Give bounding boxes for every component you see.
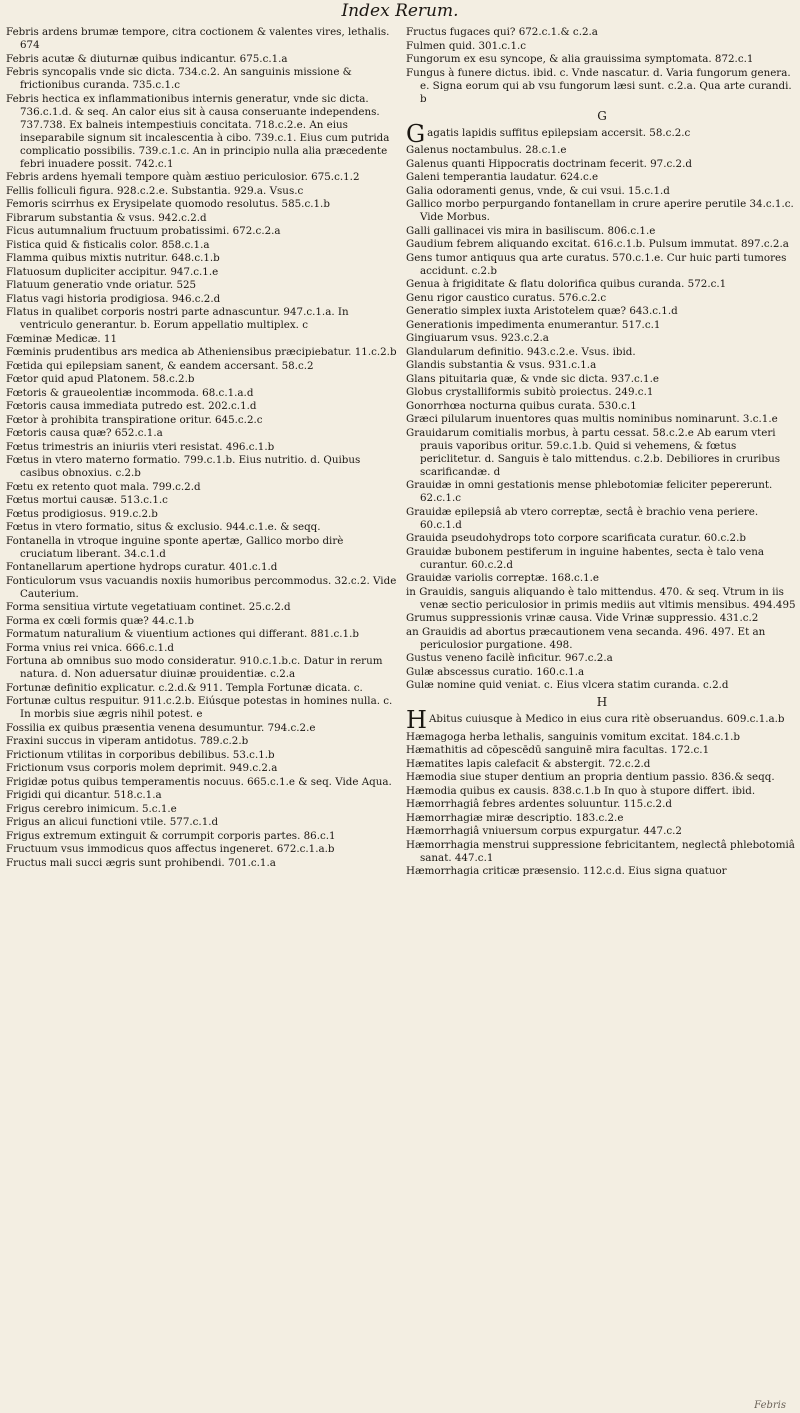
index-entry: Febris ardens brumæ tempore, citra coctionem & valentes vires, lethalis. 674 [6, 26, 390, 51]
index-entry: Flatuosum dupliciter accipitur. 947.c.1.e [6, 265, 219, 278]
index-entry: Fibrarum substantia & vsus. 942.c.2.d [6, 211, 207, 224]
index-entry: Hæmodia siue stuper dentium an propria dentium passio. 836.& seqq. [406, 771, 775, 783]
index-entry: Fœminis prudentibus ars medica ab Atheniensibus præcipiebatur. 11.c.2.b [6, 346, 397, 358]
index-entry: Galli gallinacei vis mira in basiliscum. 806.c.1.e [406, 224, 656, 237]
index-entry: Grauidæ bubonem pestiferum in inguine habentes, secta è talo vena curantur. 60.c.2.d [406, 545, 764, 571]
section-first-entry [406, 119, 798, 148]
index-entry: Galeni temperantia laudatur. 624.c.e [406, 171, 599, 183]
index-entry: Fœtu ex retento quot mala. 799.c.2.d [6, 480, 201, 493]
index-entry: Genua à frigiditate & flatu dolorifica quibus curanda. 572.c.1 [406, 278, 727, 290]
index-entry: an Grauidis ad abortus præcautionem vena secanda. 496. 497. Et an periculosior purgatione. 498. [406, 625, 766, 651]
right-column [406, 26, 798, 1411]
index-entry: Generatio simplex iuxta Aristotelem quæ? 643.c.1.d [406, 305, 678, 317]
section-heading-h: H [596, 695, 608, 709]
index-entry: Hæmodia quibus ex causis. 838.c.1.b In quo à stupore differt. ibid. [406, 784, 756, 797]
index-entry: Fructuum vsus immodicus quos affectus ingeneret. 672.c.1.a.b [6, 843, 335, 855]
index-entry: Fœminæ Medicæ. 11 [6, 332, 118, 345]
index-entry: Grumus suppressionis vrinæ causa. Vide Vrinæ suppressio. 431.c.2 [406, 612, 759, 624]
entry-list [406, 26, 798, 106]
index-entry: Grauidæ in omni gestationis mense phlebotomiæ feliciter pepererunt. 62.c.1.c [406, 479, 773, 504]
index-entry: Fulmen quid. 301.c.1.c [406, 39, 527, 52]
index-entry: Hæmagoga herba lethalis, sanguinis vomitum excitat. 184.c.1.b [406, 730, 740, 743]
index-entry: Gallico morbo perpurgando fontanellam in crure aperire perutile 34.c.1.c. Vide Morbus. [406, 198, 794, 223]
index-entry: Galenus noctambulus. 28.c.1.e [406, 144, 567, 156]
index-entry: Gonorrhœa nocturna quibus curata. 530.c.1 [406, 399, 637, 412]
entry-list [6, 26, 398, 870]
index-entry: Fellis folliculi figura. 928.c.2.e. Substantia. 929.a. Vsus.c [6, 184, 304, 197]
index-entry: Fraxini succus in viperam antidotus. 789.c.2.b [6, 735, 249, 747]
index-entry: Febris ardens hyemali tempore quàm æstiuo periculosior. 675.c.1.2 [6, 171, 360, 183]
catchword: Febris [754, 1400, 786, 1411]
index-entry: Fœtus in vtero materno formatio. 799.c.1.b. Eius nutritio. d. Quibus casibus obnoxius. c.2.b [6, 454, 361, 479]
index-entry: Hæmorrhagia menstrui suppressione febricitantem, neglectâ phlebotomiâ sanat. 447.c.1 [406, 838, 795, 864]
page-title: Index Rerum. [341, 1, 459, 21]
index-entry: Fœtoris & graueolentiæ incommoda. 68.c.1.a.d [6, 386, 254, 399]
index-entry: Gustus veneno facilè inficitur. 967.c.2.a [406, 652, 613, 664]
index-entry: Globus crystalliformis subitò proiectus. 249.c.1 [406, 386, 654, 398]
index-entry: Galia odoramenti genus, vnde, & cui vsui. 15.c.1.d [406, 184, 670, 197]
index-entry: Fœtoris causa quæ? 652.c.1.a [6, 427, 163, 439]
index-entry: Gens tumor antiquus qua arte curatus. 570.c.1.e. Cur huic parti tumores accidunt. c.2.b [406, 251, 787, 277]
index-entry: Frigidæ potus quibus temperamentis nocuus. 665.c.1.e & seq. Vide Aqua. [6, 775, 392, 788]
index-entry: in Grauidis, sanguis aliquando è talo mittendus. 470. & seq. Vtrum in iis venæ sectio periculosior in primis mediis aut vltimis mensibus. 494.495 [406, 585, 796, 611]
index-entry: Glandis substantia & vsus. 931.c.1.a [406, 359, 597, 371]
index-entry: Frigus cerebro inimicum. 5.c.1.e [6, 802, 177, 815]
index-entry: Gingiuarum vsus. 923.c.2.a [406, 332, 549, 344]
index-entry: Hæmathitis ad cōpescēdū sanguinē mira facultas. 172.c.1 [406, 744, 710, 756]
index-entry: Fœtus prodigiosus. 919.c.2.b [6, 507, 158, 520]
index-entry: Frigidi qui dicantur. 518.c.1.a [6, 789, 162, 801]
index-entry: Fontanella in vtroque inguine sponte apertæ, Gallico morbo dirè cruciatum liberant. 34.c.1.d [6, 534, 344, 560]
index-entry: Fortuna ab omnibus suo modo consideratur. 910.c.1.b.c. Datur in rerum natura. d. Non aduersatur diuinæ prouidentiæ. c.2.a [6, 655, 383, 680]
index-entry: Hæmorrhagiâ vniuersum corpus expurgatur. 447.c.2 [406, 825, 682, 837]
index-entry: Fructus mali succi ægris sunt prohibendi. 701.c.1.a [6, 856, 276, 869]
index-entry: Fontanellarum apertione hydrops curatur. 401.c.1.d [6, 561, 278, 573]
index-entry: Hæmorrhagia criticæ præsensio. 112.c.d. Eius signa quatuor [406, 865, 727, 877]
index-entry: Fortunæ definitio explicatur. c.2.d.& 911. Templa Fortunæ dicata. c. [6, 681, 363, 694]
index-entry: Febris hectica ex inflammationibus internis generatur, vnde sic dicta. 736.c.1.d. & seq. An calor eius sit à causa conseruante independens. 737.738. Ex balneis intempestiuis concitata. 718.c.2.e. An eius inseparabile signum sit incalescentia à cibo. 739.c.1. Eius cum putrida complicatio possibilis. 739.c.1.c. An in principio nulla alia præcedente febri inuadere possit. 742.c.1 [6, 92, 390, 170]
index-entry: Frictionum vsus corporis molem deprimit. 949.c.2.a [6, 762, 278, 774]
index-entry: Generationis impedimenta enumerantur. 517.c.1 [406, 318, 661, 331]
index-entry: Frigus extremum extinguit & corrumpit corporis partes. 86.c.1 [6, 829, 336, 842]
index-entry: Flatus in qualibet corporis nostri parte adnascuntur. 947.c.1.a. In ventriculo generantur. b. Eorum appellatio multiplex. c [6, 306, 349, 331]
index-entry: Forma sensitiua virtute vegetatiuam continet. 25.c.2.d [6, 601, 291, 613]
section-heading-g: G [597, 108, 607, 123]
index-entry: Genu rigor caustico curatus. 576.c.2.c [406, 291, 607, 304]
index-entry: Fructus fugaces qui? 672.c.1.& c.2.a [406, 26, 598, 38]
index-entry: Gaudium febrem aliquando excitat. 616.c.1.b. Pulsum immutat. 897.c.2.a [406, 238, 789, 250]
index-entry: Gulæ abscessus curatio. 160.c.1.a [406, 665, 585, 678]
index-entry: Fungus à funere dictus. ibid. c. Vnde nascatur. d. Varia fungorum genera. e. Signa eorum qui ab vsu fungorum læsi sunt. c.2.a. Qua arte curandi. b [406, 66, 792, 105]
index-entry: Febris syncopalis vnde sic dicta. 734.c.2. An sanguinis missione & frictionibus curanda. 735.c.1.c [6, 66, 352, 91]
drop-cap: H [406, 706, 427, 734]
index-entry: Grauidarum comitialis morbus, à partu cessat. 58.c.2.e Ab earum vteri prauis vaporibus oritur. 59.c.1.b. Quid si vehemens, & fœtus periclitetur. d. Sanguis è talo mittendus. c.2.b. Debiliores in cruribus scarificandæ. d [406, 426, 780, 478]
index-entry: Fœtus trimestris an iniuriis vteri resistat. 496.c.1.b [6, 440, 275, 453]
index-entry: Grauida pseudohydrops toto corpore scarificata curatur. 60.c.2.b [406, 532, 746, 544]
index-entry: Flatus vagi historia prodigiosa. 946.c.2.d [6, 292, 221, 305]
index-entry: Forma vnius rei vnica. 666.c.1.d [6, 641, 174, 654]
index-entry: Hæmorrhagiâ febres ardentes soluuntur. 115.c.2.d [406, 798, 672, 810]
entry-list [406, 731, 798, 879]
index-entry: Femoris scirrhus ex Erysipelate quomodo resolutus. 585.c.1.b [6, 198, 330, 210]
index-entry: Frigus an alicui functioni vtile. 577.c.1.d [6, 816, 219, 828]
index-entry: Fonticulorum vsus vacuandis noxiis humoribus percommodus. 32.c.2. Vide Cauterium. [6, 574, 397, 600]
index-entry: Fœtida qui epilepsiam sanent, & eandem accersant. 58.c.2 [6, 359, 314, 372]
index-entry: Ficus autumnalium fructuum probatissimi. 672.c.2.a [6, 225, 281, 237]
index-entry: Galenus quanti Hippocratis doctrinam fecerit. 97.c.2.d [406, 157, 692, 170]
index-entry: Grauidæ variolis correptæ. 168.c.1.e [406, 572, 600, 584]
entry-list [406, 144, 798, 692]
index-entry: Glans pituitaria quæ, & vnde sic dicta. 937.c.1.e [406, 372, 659, 385]
index-entry: Fœtoris causa immediata putredo est. 202.c.1.d [6, 400, 257, 412]
index-entry: Flatuum generatio vnde oriatur. 525 [6, 279, 197, 291]
index-entry: Fœtus in vtero formatio, situs & exclusio. 944.c.1.e. & seqq. [6, 521, 321, 533]
index-entry: Glandularum definitio. 943.c.2.e. Vsus. ibid. [406, 345, 636, 358]
index-entry: Forma ex cœli formis quæ? 44.c.1.b [6, 614, 194, 627]
index-entry: Fœtus mortui causæ. 513.c.1.c [6, 494, 168, 506]
index-entry: Gulæ nomine quid veniat. c. Eius vlcera statim curanda. c.2.d [406, 679, 729, 691]
index-entry: Hæmatites lapis calefacit & abstergit. 72.c.2.d [406, 757, 651, 770]
drop-cap: G [406, 119, 426, 148]
index-entry: Fungorum ex esu syncope, & alia grauissima symptomata. 872.c.1 [406, 53, 754, 65]
entry-text: agatis lapidis suffitus epilepsiam accersit. 58.c.2.c [427, 126, 691, 139]
index-entry: Fistica quid & fisticalis color. 858.c.1.a [6, 238, 210, 251]
index-entry: Hæmorrhagiæ miræ descriptio. 183.c.2.e [406, 811, 624, 824]
index-entry: Febris acutæ & diuturnæ quibus indicantur. 675.c.1.a [6, 52, 288, 65]
left-column [6, 26, 398, 1411]
index-entry: Frictionum vtilitas in corporibus debilibus. 53.c.1.b [6, 748, 275, 761]
index-entry: Fœtor à prohibita transpiratione oritur. 645.c.2.c [6, 413, 263, 426]
index-entry: Grauidæ epilepsiâ ab vtero correptæ, sectâ è brachio vena periere. 60.c.1.d [406, 505, 759, 531]
index-entry: Fortunæ cultus respuitur. 911.c.2.b. Eiúsque potestas in homines nulla. c. In morbis siue ægris nihil potest. e [6, 695, 393, 720]
entry-text: Abitus cuiusque à Medico in eius cura ritè obseruandus. 609.c.1.a.b [428, 713, 785, 725]
index-entry: Fœtor quid apud Platonem. 58.c.2.b [6, 373, 195, 385]
index-entry: Fossilia ex quibus præsentia venena desumuntur. 794.c.2.e [6, 721, 316, 734]
index-entry: Flamma quibus mixtis nutritur. 648.c.1.b [6, 252, 220, 264]
index-entry: Formatum naturalium & viuentium actiones qui differant. 881.c.1.b [6, 628, 359, 640]
index-entry: Græci pilularum inuentores quas multis nominibus nominarunt. 3.c.1.e [406, 413, 778, 425]
section-first-entry [406, 706, 798, 734]
